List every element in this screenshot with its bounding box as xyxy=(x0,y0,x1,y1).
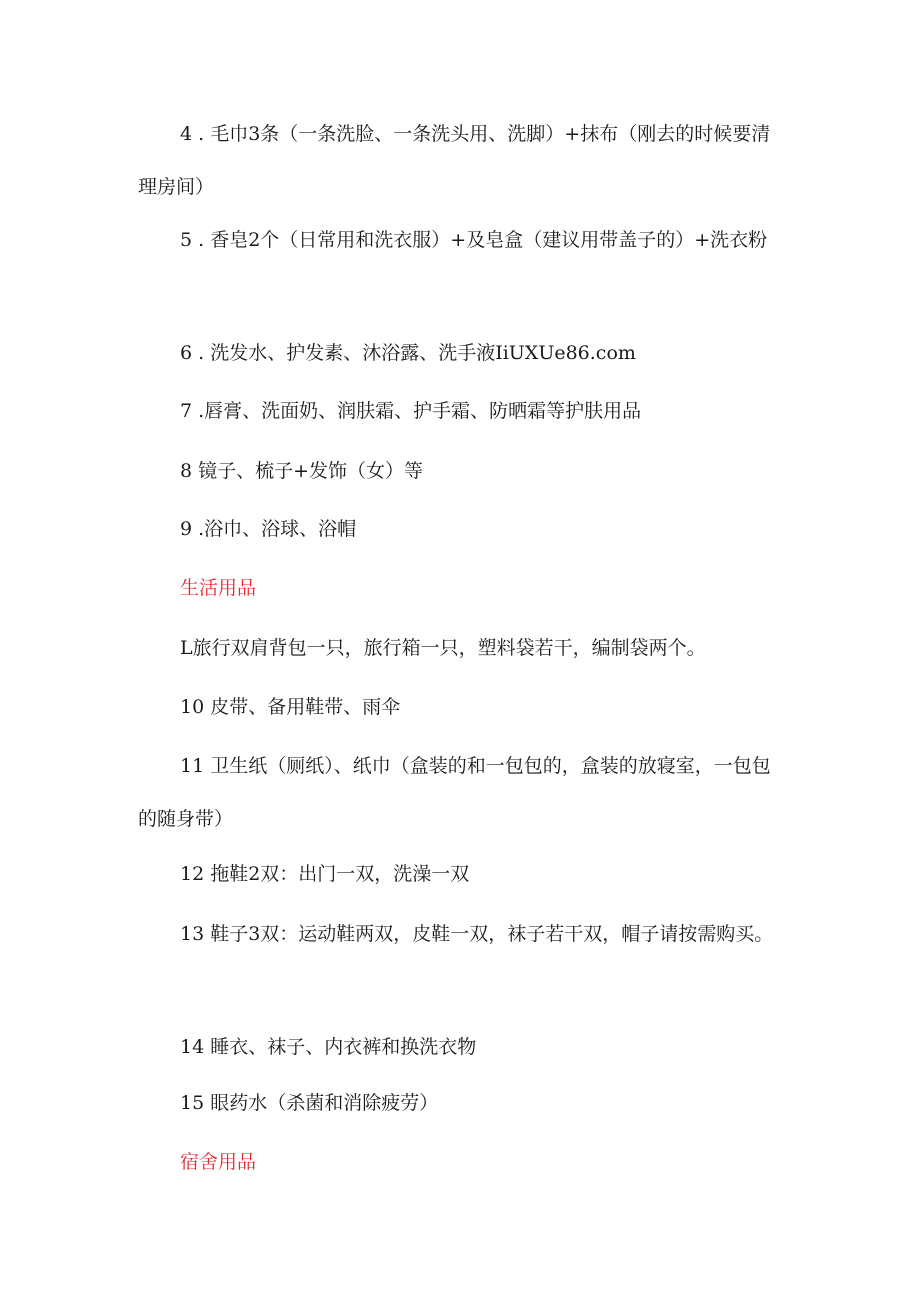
section-heading-dorm: 宿舍用品 xyxy=(180,1151,257,1173)
list-item-8: 8 镜子、梳子+发饰（女）等 xyxy=(180,460,424,482)
list-item-4: 4 . 毛巾3条（一条洗脸、一条洗头用、洗脚）+抹布（刚去的时候要清理房间） xyxy=(138,123,771,198)
section-heading-life: 生活用品 xyxy=(180,577,257,599)
list-item-13: 13 鞋子3双：运动鞋两双，皮鞋一双，袜子若干双，帽子请按需购买。 xyxy=(180,923,774,945)
list-item-9: 9 .浴巾、浴球、浴帽 xyxy=(180,518,357,540)
list-item-7: 7 .唇膏、洗面奶、润肤霜、护手霜、防晒霜等护肤用品 xyxy=(180,400,642,422)
list-item-10: 10 皮带、备用鞋带、雨伞 xyxy=(180,696,401,718)
list-item-15: 15 眼药水（杀菌和消除疲劳） xyxy=(180,1092,439,1114)
list-item-14: 14 睡衣、袜子、内衣裤和换洗衣物 xyxy=(180,1036,477,1058)
list-item-12: 12 拖鞋2双：出门一双，洗澡一双 xyxy=(180,863,470,885)
list-item-11: 11 卫生纸（厕纸）、纸巾（盒装的和一包包的，盒装的放寝室，一包包的随身带） xyxy=(138,755,771,830)
list-item-6: 6 . 洗发水、护发素、沐浴露、洗手液IiUXUe86.com xyxy=(180,342,636,364)
list-item-L: L旅行双肩背包一只，旅行箱一只，塑料袋若干，编制袋两个。 xyxy=(180,637,706,659)
list-item-5: 5 . 香皂2个（日常用和洗衣服）+及皂盒（建议用带盖子的）+洗衣粉 xyxy=(180,229,768,251)
